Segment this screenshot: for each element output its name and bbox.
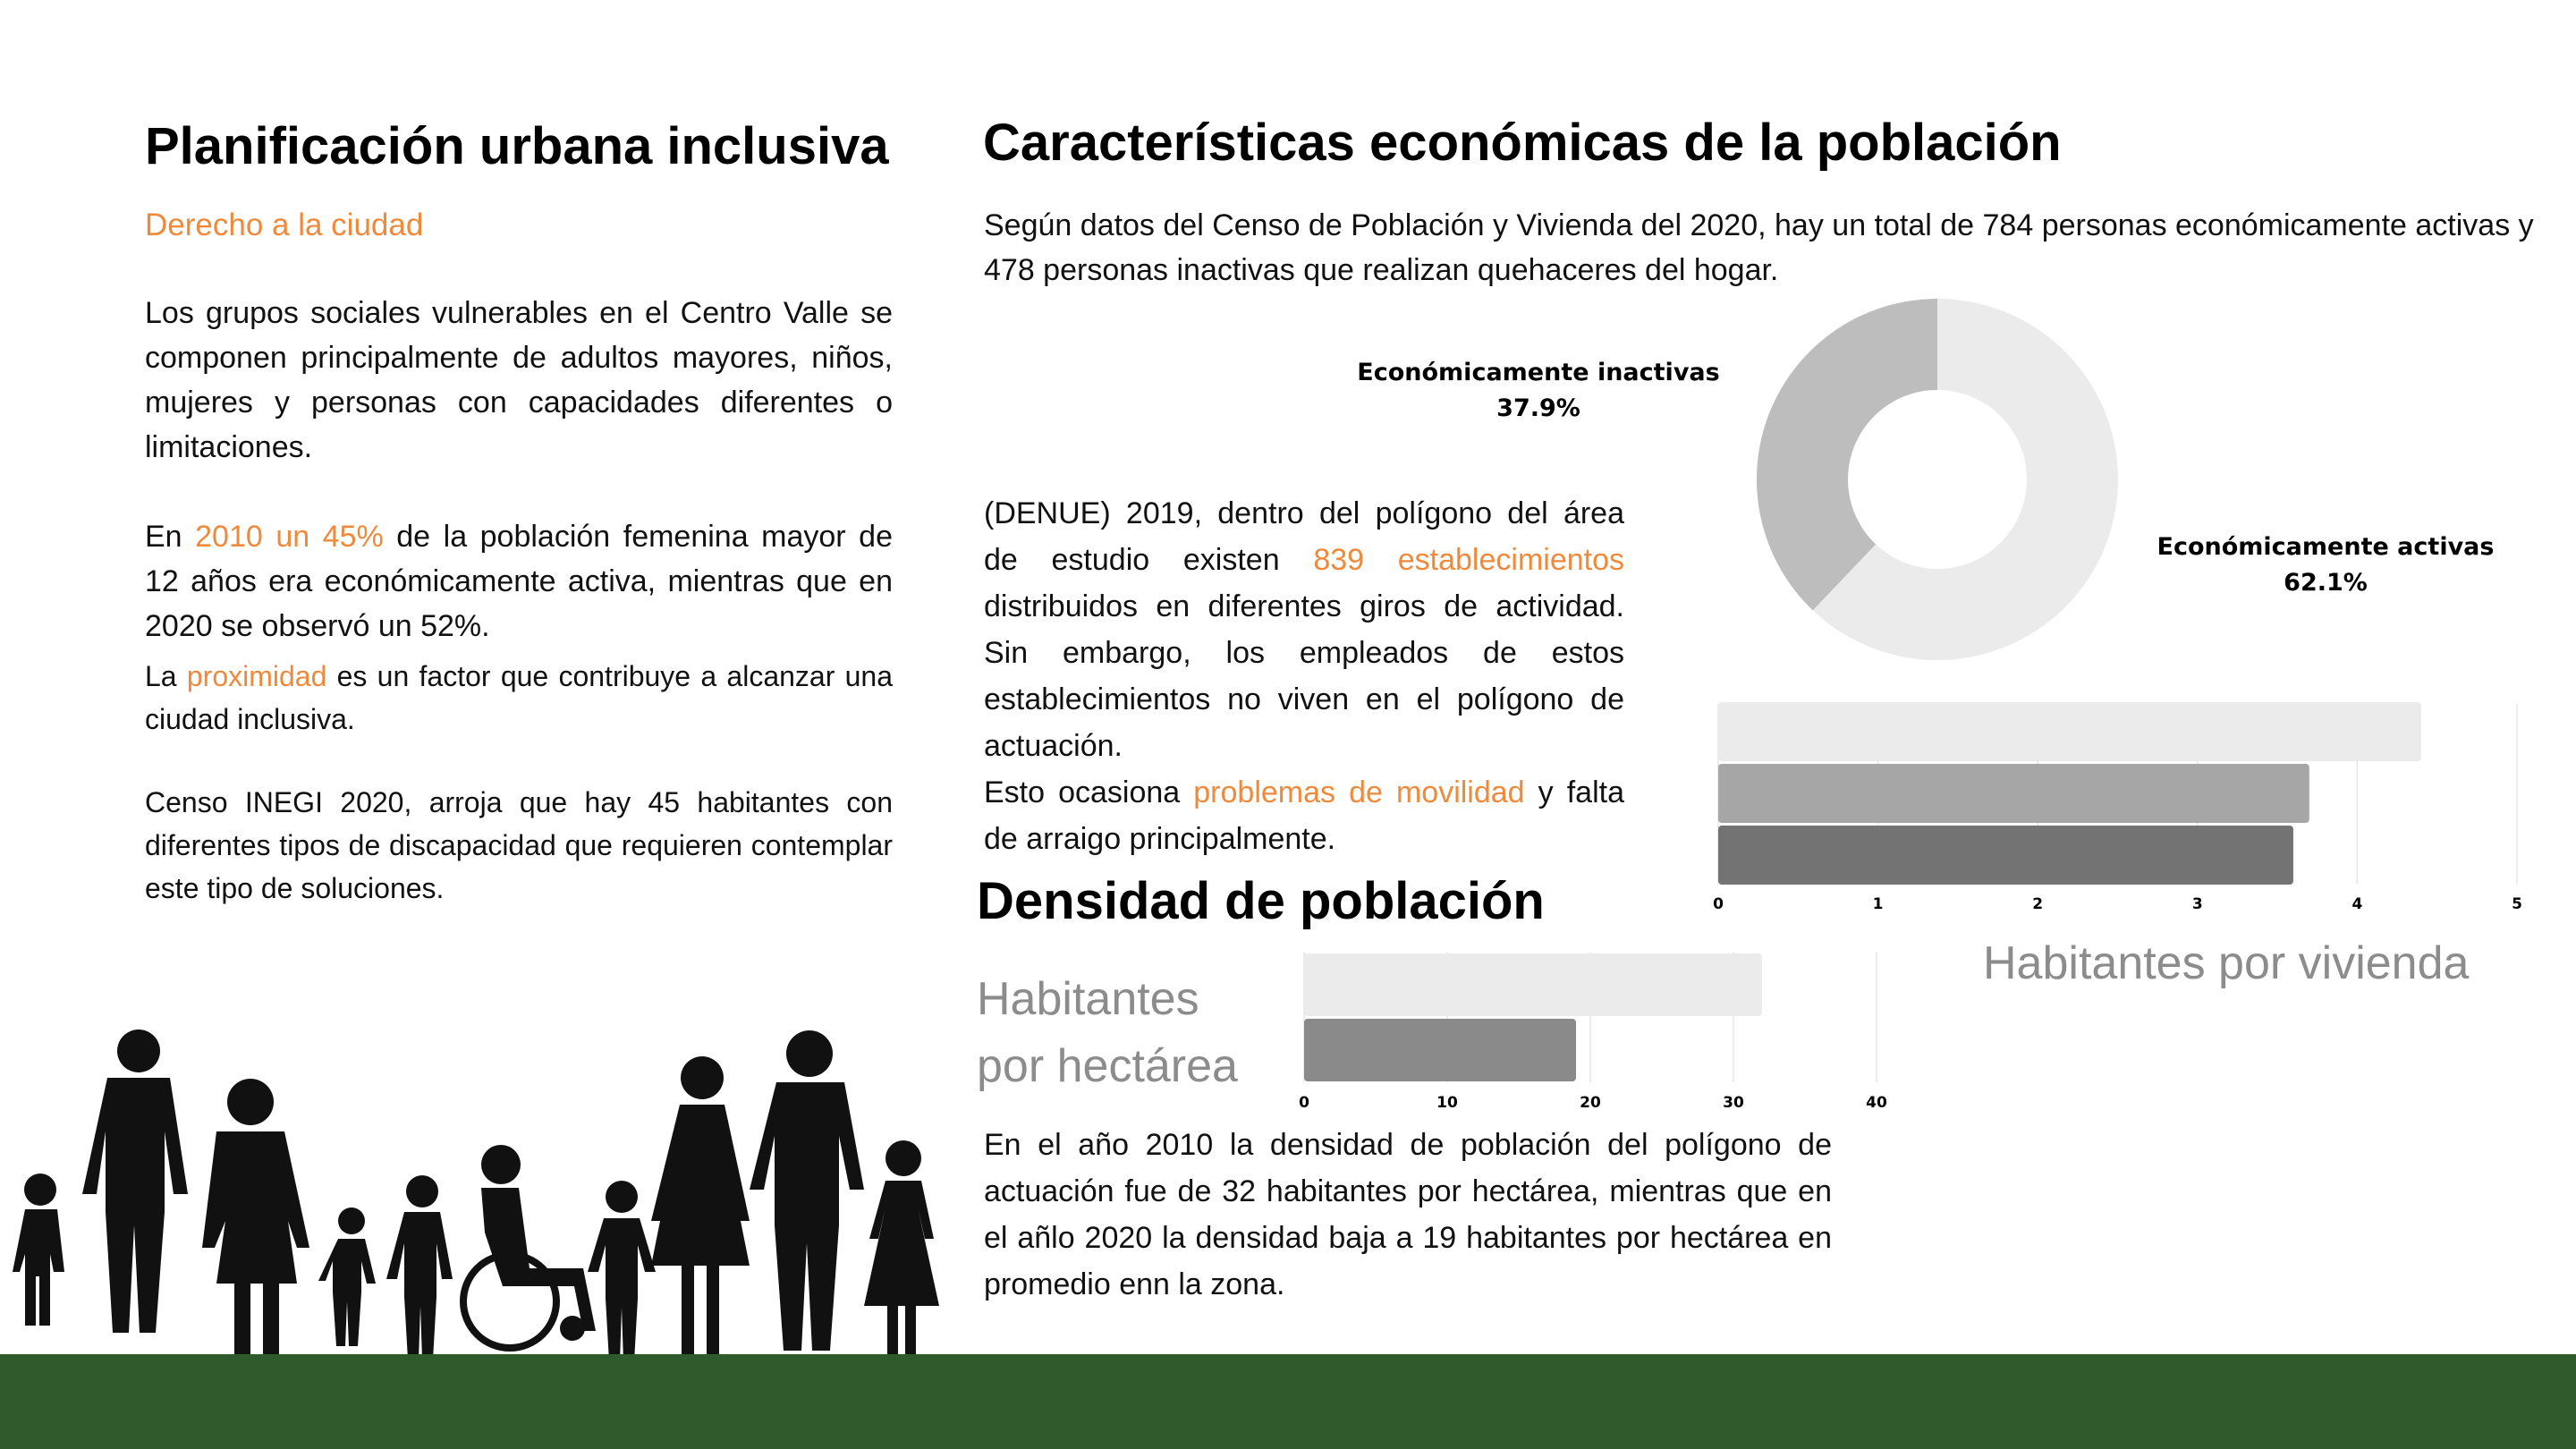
household-bar-chart: [1699, 689, 2540, 921]
axis-tick-label: 10: [1436, 1094, 1458, 1112]
pie-label-active: [2129, 530, 2522, 601]
bar-1: [1304, 1019, 1576, 1081]
proximity-paragraph: La proximidad es un factor que contribuye a alcanzar una ciudad inclusiva.: [145, 660, 894, 735]
female-activity-paragraph: En 2010 un 45% de la población femenina mayor de 12 años era económicamente activa, mientras que en 2020 se observó un 52%.: [145, 520, 893, 643]
density-paragraph: En el año 2010 la densidad de población del polígono de actuación fue de 32 habitantes por hectárea, mientras que en el añlo 2020 la densidad baja a 19 habitantes por hectárea en promedio enn la zona.: [984, 1128, 1832, 1301]
pie-label-inactive-value: 37.9%: [1496, 394, 1580, 422]
left-title: Planificación urbana inclusiva: [145, 117, 889, 175]
bar-0: [1304, 953, 1762, 1016]
axis-tick-label: 0: [1299, 1094, 1309, 1112]
econ-title: Características económicas de la población: [983, 114, 2062, 172]
pie-label-inactive: [1346, 355, 1731, 427]
donut-slice-1: [1757, 299, 1937, 610]
axis-tick-label: 0: [1713, 895, 1724, 913]
family-silhouette-illustration: [0, 1020, 966, 1360]
pie-label-active-value: 62.1%: [2284, 569, 2368, 597]
bar-1: [1718, 764, 2309, 823]
highlight-proximity: proximidad: [186, 660, 327, 692]
highlight-establecimientos: 839 establecimientos: [1313, 543, 1624, 577]
bar-2: [1718, 826, 2293, 885]
axis-tick-label: 3: [2191, 895, 2203, 913]
bar-0: [1718, 702, 2421, 761]
axis-tick-label: 1: [1872, 895, 1884, 913]
pie-label-inactive-name: Económicamente inactivas: [1357, 359, 1720, 386]
footer-band: [0, 1354, 2576, 1449]
pie-label-active-name: Económicamente activas: [2157, 533, 2495, 561]
economic-activity-donut-chart: [1753, 295, 2129, 671]
axis-tick-label: 30: [1723, 1094, 1744, 1112]
denue-paragraph: (DENUE) 2019, dentro del polígono del área de estudio existen 839 establecimientos distribuidos en diferentes giros de actividad. Sin embargo, los empleados de estos establecimientos no viven en el polígono de actuación. Esto ocasiona problemas de movilidad y falta de arraigo principalmente.: [984, 496, 1624, 856]
vivienda-caption: Habitantes por vivienda: [1983, 937, 2470, 989]
axis-tick-label: 2: [2032, 895, 2044, 913]
highlight-2010: 2010 un 45%: [195, 520, 384, 554]
axis-tick-label: 20: [1580, 1094, 1601, 1112]
density-caption: Habitantes por hectárea: [977, 973, 1238, 1092]
axis-tick-label: 5: [2512, 895, 2522, 913]
disability-paragraph: Censo INEGI 2020, arroja que hay 45 habitantes con diferentes tipos de discapacidad que requieren contemplar este tipo de soluciones.: [145, 786, 893, 904]
highlight-movilidad: problemas de movilidad: [1193, 775, 1525, 809]
density-bar-chart: [1288, 939, 1914, 1118]
axis-tick-label: 4: [2351, 895, 2363, 913]
left-subtitle: Derecho a la ciudad: [145, 208, 424, 242]
vulnerable-groups-paragraph: Los grupos sociales vulnerables en el Centro Valle se componen principalmente de adultos mayores, niños, mujeres y personas con capacidades diferentes o limitaciones.: [145, 296, 893, 464]
econ-intro-paragraph: Según datos del Censo de Población y Vivienda del 2020, hay un total de 784 personas económicamente activas y 478 personas inactivas que realizan quehaceres del hogar.: [984, 208, 2534, 287]
density-title: Densidad de población: [977, 872, 1545, 930]
axis-tick-label: 40: [1866, 1094, 1887, 1112]
